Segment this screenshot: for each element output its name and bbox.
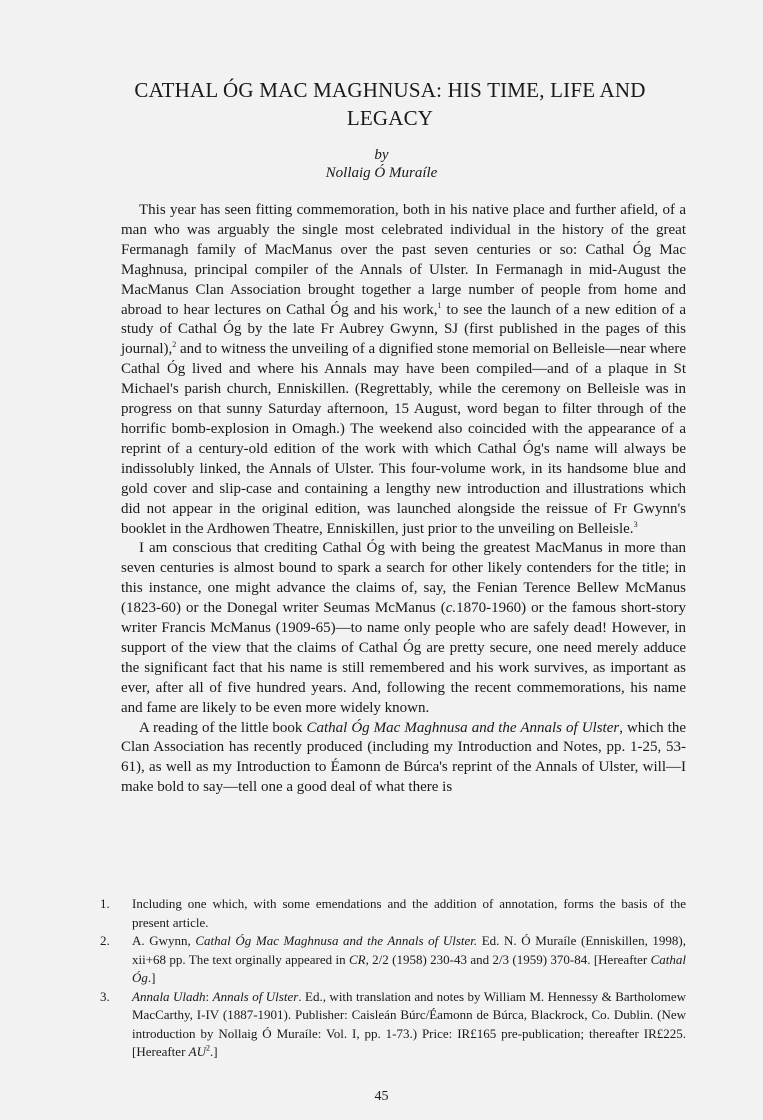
footnote-2: 2. A. Gwynn, Cathal Óg Mac Maghnusa and the Annals of Ulster. Ed. N. Ó Muraíle (Enniskillen, 1998), xii+68 pp. The text orginally appeared in CR, 2/2 (1958) 230-43 and 2/3 (1959) 370-84. [Hereafter Cathal Óg.] <box>100 933 686 985</box>
footnote-ref-1: 1 <box>437 300 442 310</box>
footnote-1: 1. Including one which, with some emendations and the addition of annotation, forms the basis of the present article. <box>100 896 686 930</box>
footnotes <box>100 895 686 1062</box>
paragraph-1: This year has seen fitting commemoration, both in his native place and further afield, of a man who was arguably the single most celebrated individual in the history of the great Fermanagh family of MacManus over the past seven centuries or so: Cathal Óg Mac Maghnusa, principal compiler of the Annals of Ulster. In Fermanagh in mid-August the MacManus Clan Association brought together a large number of people from home and abroad to hear lectures on Cathal Óg and his work,$^1$ to see the launch of a new edition of a study of Cathal Óg by the late Fr Aubrey Gwynn, SJ (first published in the pages of this journal),$^2$ and to witness the unveiling of a dignified stone memorial on Belleisle—near where Cathal Óg lived and where his Annals may have been compiled—and of a plaque in St Michael's parish church, Enniskillen. (Regrettably, while the ceremony on Belleisle was in progress on that sunny Saturday afternoon, 15 August, word began to filter through of the horrific bomb-explosion in Omagh.) The weekend also coincided with the appearance of a reprint of a century-old edition of the work with which Cathal Óg's name will always be indissolubly linked, the Annals of Ulster. This four-volume work, in its handsome blue and gold cover and slip-case and containing a lengthy new introduction and illustrations which did not appear in the original edition, was launched alongside the reissue of Fr Gwynn's booklet in the Ardhowen Theatre, Enniskillen, just prior to the unveiling on Belleisle.$^3$ <box>121 202 686 537</box>
footnote-3: 3. Annala Uladh: Annals of Ulster. Ed., with translation and notes by William M. Hennessy & Bartholomew MacCarthy, I-IV (1887-1901). Publisher: Caisleán Búrc/Éamonn de Búrca, Blackrock, Co. Dublin. (New introduction by Nollaig Ó Muraíle: Vol. I, pp. 1-73.) Price: IR£165 pre-publication; thereafter IR£225. [Hereafter $AU^2$.] <box>100 988 686 1059</box>
footnote-ref-3: 3 <box>633 519 638 529</box>
article-title: CATHAL ÓG MAC MAGHNUSA: HIS TIME, LIFE AND LEGACY <box>134 78 646 130</box>
byline-by: by <box>374 147 389 163</box>
paragraph-3: A reading of the little book Cathal Óg Mac Maghnusa and the Annals of Ulster, which the Clan Association has recently produced (including my Introduction and Notes, pp. 1-25, 53-61), as well as my Introduction to Éamonn de Búrca's reprint of the Annals of Ulster, will—I make bold to say—tell one a good deal of what there is <box>121 719 686 796</box>
article-body <box>121 201 686 798</box>
footnote-ref-2: 2 <box>172 340 177 350</box>
paragraph-2: I am conscious that crediting Cathal Óg with being the greatest MacManus in more than seven centuries is almost bound to spark a search for other likely contenders for the title; in this instance, one might advance the claims of, say, the Fenian Terence Bellew McManus (1823-60) or the Donegal writer Seumas McManus (c.1870-1960) or the famous short-story writer Francis McManus (1909-65)—to name only people who are safely dead! However, in support of the view that the claims of Cathal Óg are pretty secure, one need merely adduce the significant fact that his name is still remembered and his work survives, as important as ever, after all of five hundred years. And, following the recent commemorations, his name and fame are likely to be even more widely known. <box>121 540 687 716</box>
author-name: Nollaig Ó Muraíle <box>325 165 438 181</box>
book-title: Cathal Óg Mac Maghnusa and the Annals of Ulster <box>306 719 620 736</box>
page-number: 45 <box>374 1089 389 1104</box>
